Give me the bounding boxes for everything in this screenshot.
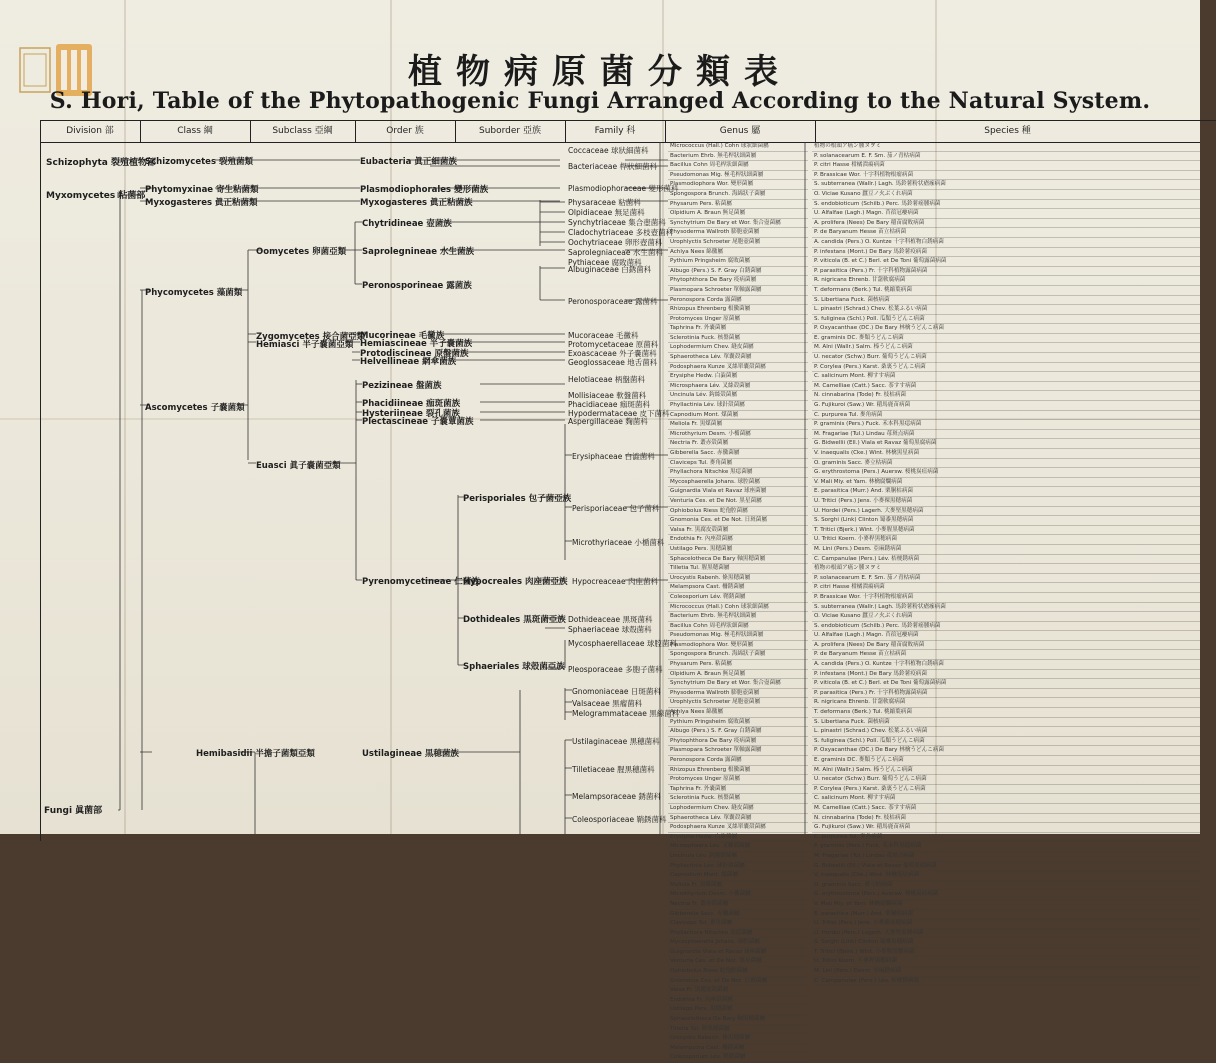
family-label: Ustilaginaceae 黒穂菌科	[572, 737, 660, 746]
species-entry: U. Tritici Koern. 小麥稈黒穂病菌	[812, 957, 1200, 967]
genus-entry: Erysiphe Hedw. 白澁菌屬	[668, 833, 808, 843]
genus-entry: Phyllactinia Lév. 球針殻菌屬	[668, 862, 808, 872]
genus-entry: Pseudomonas Mig. 極毛桿狀細菌屬	[668, 171, 808, 181]
genus-entry: Microthyrium Desm. 小楯菌屬	[668, 890, 808, 900]
species-entry: U. Tritici (Pers.) Jens. 小麥裸黒穂病菌	[812, 919, 1200, 929]
subclass-label: Hemiasci 半子嚢菌亞類	[256, 340, 354, 350]
species-entry: L. pinastri (Schrad.) Chev. 松葉ふるい病菌	[812, 727, 1200, 737]
species-entry: S. Sorghi (Link) Clinton 蜀黍黒穂病菌	[812, 938, 1200, 948]
genus-entry: Plasmodiophora Wor. 變形菌屬	[668, 641, 808, 651]
species-entry: V. Mali Miy. et Yam. 林檎腐爛病菌	[812, 900, 1200, 910]
species-entry: C. salicinum Mont. 柳すす病菌	[812, 794, 1200, 804]
genus-entry: Bacterium Ehrb. 無毛桿狀細菌屬	[668, 612, 808, 622]
suborder-label: Sphaeriales 球殻菌亞族	[463, 662, 565, 672]
family-label: Hypocreaceae 肉座菌科	[572, 577, 659, 586]
genus-entry: Pythium Pringsheim 腐敗菌屬	[668, 718, 808, 728]
genus-entry: Spongospora Brunch. 海綿狀子菌屬	[668, 190, 808, 200]
family-label: Hypodermataceae 皮下菌科	[568, 409, 670, 418]
order-label: Helvellineae 網傘菌族	[360, 357, 457, 367]
genus-entry: Ustilago Pers. 黒穂菌屬	[668, 545, 808, 555]
family-label: Mucoraceae 毛黴科	[568, 331, 639, 340]
header-genus: Genus 屬	[719, 126, 761, 136]
family-label: Saprolegniaceae 水生菌科	[568, 248, 663, 257]
species-entry: A. prolifera (Nees) De Bary 稲苗腐敗病菌	[812, 219, 1200, 229]
order-label: Hysteriineae 裂孔菌族	[362, 409, 460, 419]
species-entry: U. Tritici (Pers.) Jens. 小麥裸黒穂病菌	[812, 497, 1200, 507]
family-label: Helotiaceae 柄盤菌科	[568, 375, 645, 384]
header-subclass: Subclass 亞綱	[272, 126, 333, 136]
division-label: Myxomycetes 粘菌部	[46, 191, 146, 201]
species-entry: U. Alfalfae (Lagh.) Magn. 苜蓿冠癭病菌	[812, 631, 1200, 641]
family-label: Synchytriaceae 集合壺菌科	[568, 218, 666, 227]
species-entry: L. pinastri (Schrad.) Chev. 松葉ふるい病菌	[812, 305, 1200, 315]
genus-entry: Taphrina Fr. 外嚢菌屬	[668, 785, 808, 795]
genus-entry: Sphacelotheca De Bary 軸黒穂菌屬	[668, 1015, 808, 1025]
genus-entry: Claviceps Tul. 麥角菌屬	[668, 919, 808, 929]
class-label: Myxogasteres 眞正粘菌類	[145, 198, 258, 208]
species-entry: V. Mali Miy. et Yam. 林檎腐爛病菌	[812, 478, 1200, 488]
species-entry: O. graminis Sacc. 麥立枯病菌	[812, 881, 1200, 891]
genus-entry: Achlya Nees 綿黴屬	[668, 248, 808, 258]
species-entry: G. Fujikuroi (Saw.) Wr. 稲馬鹿苗病菌	[812, 401, 1200, 411]
species-entry: S. endobioticum (Schilb.) Perc. 馬鈴薯癌腫病菌	[812, 622, 1200, 632]
species-entry: C. Campanulae (Pers.) Lév. 桔梗銹病菌	[812, 555, 1200, 565]
family-label: Erysiphaceae 白澁菌科	[572, 452, 655, 461]
genus-entry: Coleosporium Lév. 鞘銹菌屬	[668, 593, 808, 603]
species-entry: P. solanacearum E. F. Sm. 茄ノ青枯病菌	[812, 152, 1200, 162]
genus-entry: Venturia Ces. et De Not. 黒星菌屬	[668, 497, 808, 507]
family-label: Oochytriaceae 卵形壺菌科	[568, 238, 663, 247]
species-entry: E. parasitica (Murr.) And. 栗胴枯病菌	[812, 487, 1200, 497]
species-entry: M. Lini (Pers.) Desm. 亞麻銹病菌	[812, 545, 1200, 555]
order-label: Phacidiineae 痂斑菌族	[362, 399, 461, 409]
class-label: Ascomycetes 子嚢菌類	[145, 403, 245, 413]
species-entry: M. Camelliae (Catt.) Sacc. 茶すす病菌	[812, 382, 1200, 392]
genus-entry: Podosphaera Kunze 叉絲單囊殻菌屬	[668, 363, 808, 373]
header-order: Order 族	[386, 126, 424, 136]
order-label: Plasmodiophorales 變形菌族	[360, 185, 489, 195]
genus-entry: Achlya Nees 綿黴屬	[668, 708, 808, 718]
species-entry: M. Fragariae (Tul.) Lindau 苺斑点病菌	[812, 430, 1200, 440]
species-entry: A. candida (Pers.) O. Kuntze 十字科植物白銹病菌	[812, 660, 1200, 670]
species-entry: N. cinnabarina (Tode) Fr. 枝枯病菌	[812, 391, 1200, 401]
genus-entry: Endothia Fr. 內座殻菌屬	[668, 535, 808, 545]
genus-entry: Phyllactinia Lév. 球針殻菌屬	[668, 401, 808, 411]
genus-entry: Sphaerotheca Lév. 單囊殻菌屬	[668, 814, 808, 824]
genus-entry: Ophiobolus Riess 蛇孢腔菌屬	[668, 967, 808, 977]
genus-entry: Mycosphaerella Johans. 球腔菌屬	[668, 938, 808, 948]
species-entry: P. solanacearum E. F. Sm. 茄ノ青枯病菌	[812, 574, 1200, 584]
species-entry: N. cinnabarina (Tode) Fr. 枝枯病菌	[812, 814, 1200, 824]
species-entry: P. Corylea (Pers.) Karst. 桑裏うどんこ病菌	[812, 363, 1200, 373]
species-column	[812, 142, 1200, 984]
genus-entry: Synchytrium De Bary et Wor. 集合壺菌屬	[668, 219, 808, 229]
genus-entry: Capnodium Mont. 煤菌屬	[668, 411, 808, 421]
family-label: Albuginaceae 白銹菌科	[568, 265, 652, 274]
species-entry: U. Alfalfae (Lagh.) Magn. 苜蓿冠癭病菌	[812, 209, 1200, 219]
species-entry: S. Sorghi (Link) Clinton 蜀黍黒穂病菌	[812, 516, 1200, 526]
species-entry: S. subterranea (Wallr.) Lagh. 馬鈴薯粉状瘡痂病菌	[812, 180, 1200, 190]
species-entry: S. endobioticum (Schilb.) Perc. 馬鈴薯癌腫病菌	[812, 200, 1200, 210]
genus-entry: Olpidium A. Braun 無足菌屬	[668, 209, 808, 219]
family-label: Dothideaceae 黒斑菌科	[568, 615, 653, 624]
genus-entry: Pythium Pringsheim 腐敗菌屬	[668, 257, 808, 267]
family-label: Melampsoraceae 銹菌科	[572, 792, 661, 801]
genus-entry: Taphrina Fr. 外嚢菌屬	[668, 324, 808, 334]
genus-column	[668, 142, 808, 1061]
family-label: Tilletiaceae 腥黒穂菌科	[572, 765, 655, 774]
genus-entry: Guignardia Viala et Ravaz 球座菌屬	[668, 948, 808, 958]
class-label: Phytomyxinae 寄生粘菌類	[145, 185, 259, 195]
family-label: Gnomoniaceae 日斑菌科	[572, 687, 661, 696]
species-entry: O. Viciae Kusano 蠶豆ノ火ぶくれ病菌	[812, 612, 1200, 622]
genus-entry: Plasmodiophora Wor. 變形菌屬	[668, 180, 808, 190]
family-label: Valsaceae 黒瘤菌科	[572, 699, 643, 708]
genus-entry: Physoderma Wallroth 膨胞壺菌屬	[668, 689, 808, 699]
genus-entry: Tilletia Tul. 腥黒穂菌屬	[668, 1025, 808, 1035]
order-label: Saprolegnineae 水生菌族	[362, 247, 474, 257]
genus-entry: Urophlyctis Schroeter 尾胞壺菌屬	[668, 238, 808, 248]
genus-entry: Protomyces Unger 原菌屬	[668, 775, 808, 785]
division-label: Schizophyta 裂殖植物部	[46, 158, 156, 168]
genus-entry: Tilletia Tul. 腥黒穂菌屬	[668, 564, 808, 574]
family-label: Olpidiaceae 無足菌科	[568, 208, 645, 217]
species-entry: M. Alni (Wallr.) Salm. 榛うどんこ病菌	[812, 766, 1200, 776]
genus-entry: Nectria Fr. 叢赤殻菌屬	[668, 900, 808, 910]
family-label: Sphaeriaceae 球殻菌科	[568, 625, 652, 634]
family-label: Aspergillaceae 麴菌科	[568, 417, 648, 426]
genus-entry: Bacillus Cohn 周毛桿狀細菌屬	[668, 161, 808, 171]
subclass-label: Zygomycetes 接合菌亞類	[256, 332, 366, 342]
genus-entry: Albugo (Pers.) S. F. Gray 白銹菌屬	[668, 267, 808, 277]
species-entry: T. Tritici (Bjerk.) Wint. 小麥腥黒穂病菌	[812, 526, 1200, 536]
header-family: Family 科	[594, 126, 636, 136]
genus-entry: Meliola Fr. 黒煤菌屬	[668, 420, 808, 430]
genus-entry: Meliola Fr. 黒煤菌屬	[668, 881, 808, 891]
genus-entry: Melampsora Cast. 柵銹菌屬	[668, 583, 808, 593]
species-entry: 植物の根頭ア癌ン腫ヌヲミ	[812, 142, 1200, 152]
genus-entry: Capnodium Mont. 煤菌屬	[668, 871, 808, 881]
genus-entry: Claviceps Tul. 麥角菌屬	[668, 459, 808, 469]
class-label: Phycomycetes 藻菌類	[145, 288, 243, 298]
subclass-label: Euasci 眞子嚢菌亞類	[256, 461, 341, 471]
genus-entry: Venturia Ces. et De Not. 黒星菌屬	[668, 957, 808, 967]
header-division: Division 部	[66, 126, 114, 136]
genus-entry: Ophiobolus Riess 蛇孢腔菌屬	[668, 507, 808, 517]
family-label: Microthyriaceae 小楯菌科	[572, 538, 665, 547]
species-entry: A. candida (Pers.) O. Kuntze 十字科植物白銹病菌	[812, 238, 1200, 248]
species-entry: P. viticola (B. et C.) Berl. et De Toni 葡萄露菌病菌	[812, 257, 1200, 267]
title-japanese: 植物病原菌分類表	[408, 52, 792, 92]
header-suborder: Suborder 亞族	[479, 126, 541, 136]
genus-entry: Plasmopara Schroeter 單軸露菌屬	[668, 286, 808, 296]
species-entry: P. graminis (Pers.) Fuck. 禾本科黒痣病菌	[812, 842, 1200, 852]
genus-entry: Phytophthora De Bary 疫病菌屬	[668, 276, 808, 286]
species-entry: U. necator (Schw.) Burr. 葡萄うどんこ病菌	[812, 775, 1200, 785]
species-entry: P. viticola (B. et C.) Berl. et De Toni 葡萄露菌病菌	[812, 679, 1200, 689]
suborder-label: Perisporiales 包子菌亞族	[463, 494, 572, 504]
genus-entry: Peronospora Corda 露菌屬	[668, 756, 808, 766]
species-entry: P. graminis (Pers.) Fuck. 禾本科黒痣病菌	[812, 420, 1200, 430]
genus-entry: Gibberella Sacc. 赤黴菌屬	[668, 910, 808, 920]
species-entry: S. Libertiana Fuck. 菌核病菌	[812, 296, 1200, 306]
species-entry: C. purpurea Tul. 麥角病菌	[812, 411, 1200, 421]
genus-entry: Microsphaera Lév. 叉絲殻菌屬	[668, 842, 808, 852]
species-entry: R. nigricans Ehrenb. 甘藷軟腐病菌	[812, 698, 1200, 708]
species-entry: S. Libertiana Fuck. 菌核病菌	[812, 718, 1200, 728]
family-label: Mycosphaerellaceae 球腔菌科	[568, 639, 677, 648]
genus-entry: Lophodermium Chev. 縫皮菌屬	[668, 343, 808, 353]
genus-entry: Micrococcus (Hall.) Cohn 球狀細菌屬	[668, 142, 808, 152]
family-label: Melogrammataceae 黒線菌科	[572, 709, 680, 718]
genus-entry: Physarum Pers. 粘菌屬	[668, 660, 808, 670]
species-entry: C. salicinum Mont. 柳すす病菌	[812, 372, 1200, 382]
genus-entry: Erysiphe Hedw. 白澁菌屬	[668, 372, 808, 382]
genus-entry: Urocystis Rabenh. 條黒穂菌屬	[668, 574, 808, 584]
genus-entry: Melampsora Cast. 柵銹菌屬	[668, 1044, 808, 1054]
title-english: S. Hori, Table of the Phytopathogenic Fungi Arranged According to the Natural System.	[49, 88, 1151, 114]
genus-entry: Olpidium A. Braun 無足菌屬	[668, 670, 808, 680]
order-label: Protodiscineae 原盤菌族	[360, 349, 469, 359]
order-label: Eubacteria 眞正細菌族	[360, 157, 457, 167]
genus-entry: Albugo (Pers.) S. F. Gray 白銹菌屬	[668, 727, 808, 737]
genus-entry: Gnomonia Ces. et De Not. 日斑菌屬	[668, 516, 808, 526]
suborder-label: Dothideales 黒斑菌亞族	[463, 615, 566, 625]
family-label: Cladochytriaceae 多枝壺菌科	[568, 228, 674, 237]
genus-entry: Valsa Fr. 黒腐皮殻菌屬	[668, 986, 808, 996]
species-entry: M. Fragariae (Tul.) Lindau 苺斑点病菌	[812, 852, 1200, 862]
species-entry: S. fuliginea (Schl.) Poll. 瓜類うどんこ病菌	[812, 737, 1200, 747]
family-label: Bacteriaceae 桿狀細菌科	[568, 162, 658, 171]
species-entry: M. Alni (Wallr.) Salm. 榛うどんこ病菌	[812, 343, 1200, 353]
species-entry: P. Oxyacanthae (DC.) De Bary 林檎うどんこ病菌	[812, 324, 1200, 334]
genus-entry: Microthyrium Desm. 小楯菌屬	[668, 430, 808, 440]
division-label: Fungi 眞菌部	[44, 806, 103, 816]
genus-entry: Micrococcus (Hall.) Cohn 球狀細菌屬	[668, 603, 808, 613]
genus-entry: Lophodermium Chev. 縫皮菌屬	[668, 804, 808, 814]
species-entry: M. Camelliae (Catt.) Sacc. 茶すす病菌	[812, 804, 1200, 814]
genus-entry: Gibberella Sacc. 赤黴菌屬	[668, 449, 808, 459]
species-entry: C. purpurea Tul. 麥角病菌	[812, 833, 1200, 843]
species-entry: S. subterranea (Wallr.) Lagh. 馬鈴薯粉状瘡痂病菌	[812, 603, 1200, 613]
genus-entry: Plasmopara Schroeter 單軸露菌屬	[668, 746, 808, 756]
class-label: Hemibasidii 半擔子菌類亞類	[196, 749, 315, 759]
order-label: Mucorineae 毛黴族	[360, 331, 445, 341]
family-label: Pythiaceae 腐敗菌科	[568, 258, 642, 267]
genus-entry: Rhizopus Ehrenberg 根黴菌屬	[668, 766, 808, 776]
family-label: Exoascaceae 外子嚢菌科	[568, 349, 657, 358]
species-entry: P. parasitica (Pers.) Fr. 十字科植物露菌病菌	[812, 689, 1200, 699]
genus-entry: Synchytrium De Bary et Wor. 集合壺菌屬	[668, 679, 808, 689]
family-label: Physaraceae 粘菌科	[568, 198, 641, 207]
genus-entry: Pseudomonas Mig. 極毛桿狀細菌屬	[668, 631, 808, 641]
order-label: Plectascineae 子嚢蕈菌族	[362, 417, 474, 427]
species-entry: V. inaequalis (Cke.) Wint. 林檎黒星病菌	[812, 871, 1200, 881]
order-label: Hemiascineae 半子嚢菌族	[360, 339, 473, 349]
header-class: Class 綱	[177, 126, 213, 136]
genus-entry: Sclerotinia Fuck. 核盤菌屬	[668, 794, 808, 804]
genus-entry: Protomyces Unger 原菌屬	[668, 315, 808, 325]
genus-entry: Phyllachora Nitschke 黒痣菌屬	[668, 468, 808, 478]
order-label: Ustilagineae 黒穂菌族	[362, 749, 459, 759]
genus-entry: Sphaerotheca Lév. 單囊殻菌屬	[668, 353, 808, 363]
genus-entry: Nectria Fr. 叢赤殻菌屬	[668, 439, 808, 449]
genus-entry: Mycosphaerella Johans. 球腔菌屬	[668, 478, 808, 488]
genus-entry: Valsa Fr. 黒腐皮殻菌屬	[668, 526, 808, 536]
genus-entry: Urophlyctis Schroeter 尾胞壺菌屬	[668, 698, 808, 708]
order-label: Pyrenomycetineae 仁菌族	[362, 577, 480, 587]
species-entry: U. Tritici Koern. 小麥稈黒穂病菌	[812, 535, 1200, 545]
species-entry: U. Hordei (Pers.) Lagerh. 大麥堅黒穂病菌	[812, 929, 1200, 939]
species-entry: E. graminis DC. 麥類うどんこ病菌	[812, 756, 1200, 766]
species-entry: P. Brassicae Wor. 十字科植物根瘤病菌	[812, 593, 1200, 603]
family-label: Peronosporaceae 露菌科	[568, 297, 658, 306]
family-label: Plasmodiophoraceae 變形菌科	[568, 184, 679, 193]
species-entry: U. Hordei (Pers.) Lagerh. 大麥堅黒穂病菌	[812, 507, 1200, 517]
genus-entry: Peronospora Corda 露菌屬	[668, 296, 808, 306]
species-entry: E. parasitica (Murr.) And. 栗胴枯病菌	[812, 910, 1200, 920]
species-entry: G. Fujikuroi (Saw.) Wr. 稲馬鹿苗病菌	[812, 823, 1200, 833]
class-label: Schizomycetes 裂殖菌類	[145, 157, 253, 167]
species-entry: T. deformans (Berk.) Tul. 桃縮葉病菌	[812, 708, 1200, 718]
species-entry: P. citri Hasse 柑橘潰瘍病菌	[812, 583, 1200, 593]
genus-entry: Uncinula Lév. 鈎絲殻菌屬	[668, 391, 808, 401]
genus-entry: Urocystis Rabenh. 條黒穂菌屬	[668, 1034, 808, 1044]
family-label: Mollisiaceae 軟盤菌科	[568, 391, 647, 400]
species-entry: S. fuliginea (Schl.) Poll. 瓜類うどんこ病菌	[812, 315, 1200, 325]
genus-entry: Bacillus Cohn 周毛桿狀細菌屬	[668, 622, 808, 632]
order-label: Chytridineae 壺菌族	[362, 219, 452, 229]
family-label: Coleosporiaceae 鞘銹菌科	[572, 815, 667, 824]
suborder-label: Hypocreales 肉座菌亞族	[463, 577, 568, 587]
family-label: Pleosporaceae 多胞子菌科	[568, 665, 663, 674]
species-entry: P. parasitica (Pers.) Fr. 十字科植物露菌病菌	[812, 267, 1200, 277]
species-entry: P. de Baryanum Hesse 苗立枯病菌	[812, 650, 1200, 660]
species-entry: O. graminis Sacc. 麥立枯病菌	[812, 459, 1200, 469]
genus-entry: Microsphaera Lév. 叉絲殻菌屬	[668, 382, 808, 392]
species-entry: R. nigricans Ehrenb. 甘藷軟腐病菌	[812, 276, 1200, 286]
species-entry: C. Campanulae (Pers.) Lév. 桔梗銹病菌	[812, 977, 1200, 987]
species-entry: P. infestans (Mont.) De Bary 馬鈴薯疫病菌	[812, 670, 1200, 680]
family-label: Coccaceae 球狀細菌科	[568, 146, 649, 155]
subclass-label: Oomycetes 卵菌亞類	[256, 247, 347, 257]
family-label: Protomycetaceae 原菌科	[568, 340, 659, 349]
family-label: Phacidiaceae 痂斑菌科	[568, 400, 650, 409]
family-label: Perisporiaceae 包子菌科	[572, 504, 660, 513]
header-species: Species 種	[984, 126, 1031, 136]
family-label: Geoglossaceae 地舌菌科	[568, 358, 658, 367]
species-entry: G. erythrostoma (Pers.) Auersw. 桜桃炭疽病菌	[812, 890, 1200, 900]
species-entry: A. prolifera (Nees) De Bary 稲苗腐敗病菌	[812, 641, 1200, 651]
genus-entry: Podosphaera Kunze 叉絲單囊殻菌屬	[668, 823, 808, 833]
species-entry: V. inaequalis (Cke.) Wint. 林檎黒星病菌	[812, 449, 1200, 459]
genus-entry: Phytophthora De Bary 疫病菌屬	[668, 737, 808, 747]
genus-entry: Phyllachora Nitschke 黒痣菌屬	[668, 929, 808, 939]
genus-entry: Guignardia Viala et Ravaz 球座菌屬	[668, 487, 808, 497]
genus-entry: Gnomonia Ces. et De Not. 日斑菌屬	[668, 977, 808, 987]
species-entry: P. citri Hasse 柑橘潰瘍病菌	[812, 161, 1200, 171]
species-entry: T. deformans (Berk.) Tul. 桃縮葉病菌	[812, 286, 1200, 296]
genus-entry: Bacterium Ehrb. 無毛桿狀細菌屬	[668, 152, 808, 162]
species-entry: G. erythrostoma (Pers.) Auersw. 桜桃炭疽病菌	[812, 468, 1200, 478]
species-entry: G. Bidwellii (Ell.) Viala et Ravaz 葡萄黒腐病菌	[812, 862, 1200, 872]
species-entry: G. Bidwellii (Ell.) Viala et Ravaz 葡萄黒腐病菌	[812, 439, 1200, 449]
genus-entry: Spongospora Brunch. 海綿狀子菌屬	[668, 650, 808, 660]
species-entry: M. Lini (Pers.) Desm. 亞麻銹病菌	[812, 967, 1200, 977]
genus-entry: Coleosporium Lév. 鞘銹菌屬	[668, 1053, 808, 1063]
species-entry: P. de Baryanum Hesse 苗立枯病菌	[812, 228, 1200, 238]
species-entry: P. Brassicae Wor. 十字科植物根瘤病菌	[812, 171, 1200, 181]
genus-entry: Rhizopus Ehrenberg 根黴菌屬	[668, 305, 808, 315]
order-label: Myxogasteres 眞正粘菌族	[360, 198, 473, 208]
species-entry: P. Corylea (Pers.) Karst. 桑裏うどんこ病菌	[812, 785, 1200, 795]
genus-entry: Endothia Fr. 內座殻菌屬	[668, 996, 808, 1006]
order-label: Peronosporineae 露菌族	[362, 281, 472, 291]
species-entry: T. Tritici (Bjerk.) Wint. 小麥腥黒穂病菌	[812, 948, 1200, 958]
species-entry: P. infestans (Mont.) De Bary 馬鈴薯疫病菌	[812, 248, 1200, 258]
species-entry: U. necator (Schw.) Burr. 葡萄うどんこ病菌	[812, 353, 1200, 363]
species-entry: O. Viciae Kusano 蠶豆ノ火ぶくれ病菌	[812, 190, 1200, 200]
genus-entry: Physarum Pers. 粘菌屬	[668, 200, 808, 210]
species-entry: 植物の根頭ア癌ン腫ヌヲミ	[812, 564, 1200, 574]
order-label: Pezizineae 盤菌族	[362, 381, 442, 391]
species-entry: P. Oxyacanthae (DC.) De Bary 林檎うどんこ病菌	[812, 746, 1200, 756]
genus-entry: Uncinula Lév. 鈎絲殻菌屬	[668, 852, 808, 862]
species-entry: E. graminis DC. 麥類うどんこ病菌	[812, 334, 1200, 344]
genus-entry: Sphacelotheca De Bary 軸黒穂菌屬	[668, 555, 808, 565]
genus-entry: Physoderma Wallroth 膨胞壺菌屬	[668, 228, 808, 238]
genus-entry: Sclerotinia Fuck. 核盤菌屬	[668, 334, 808, 344]
genus-entry: Ustilago Pers. 黒穂菌屬	[668, 1005, 808, 1015]
